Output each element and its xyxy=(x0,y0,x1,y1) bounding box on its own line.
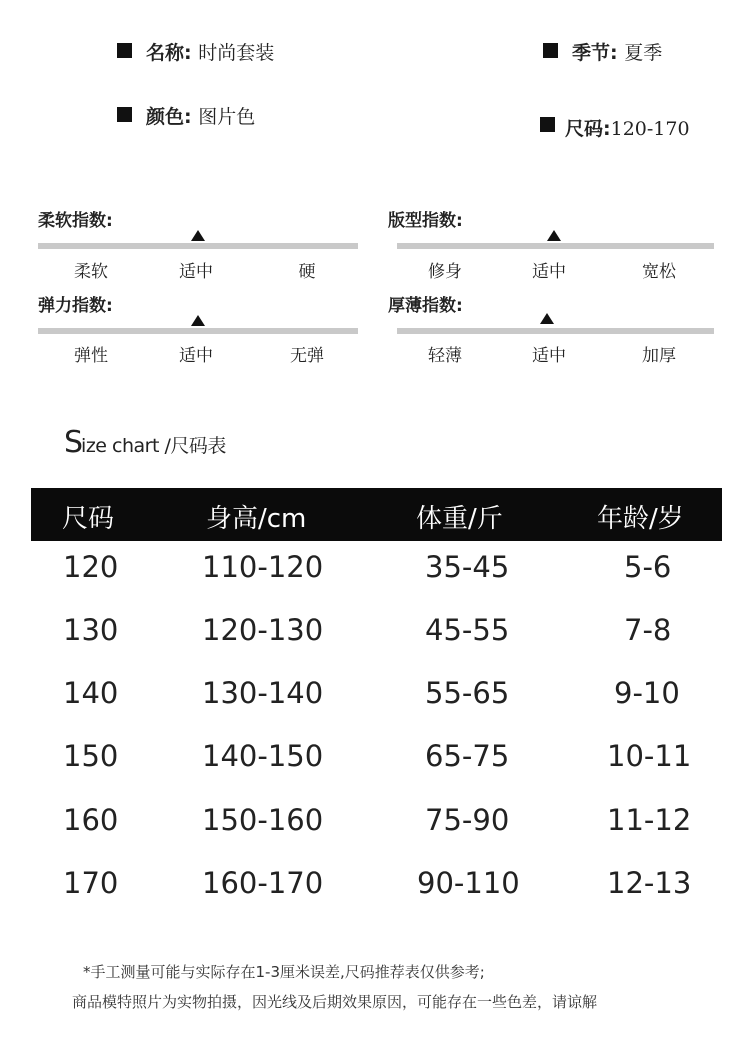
cell-height: 140-150 xyxy=(202,739,324,773)
size-chart-title-initial: S xyxy=(64,425,82,460)
header-weight: 体重/斤 xyxy=(416,504,503,534)
bullet-square-icon xyxy=(117,43,132,58)
cell-size: 130 xyxy=(63,613,119,647)
index-title: 柔软指数: xyxy=(38,211,113,231)
note-color-difference: 商品模特照片为实物拍摄，因光线及后期效果原因，可能存在一些色差，请谅解 xyxy=(72,993,598,1011)
cell-height: 110-120 xyxy=(202,550,324,584)
bullet-square-icon xyxy=(540,117,555,132)
index-bar xyxy=(38,243,358,249)
index-label: 修身 xyxy=(428,262,462,282)
cell-weight: 55-65 xyxy=(425,676,510,710)
index-label: 柔软 xyxy=(74,262,108,282)
info-color-value: 图片色 xyxy=(198,106,256,128)
index-label: 适中 xyxy=(532,346,566,366)
info-size-value: 120-170 xyxy=(610,118,690,140)
index-title: 弹力指数: xyxy=(38,296,113,316)
header-height: 身高/cm xyxy=(206,504,307,534)
info-season xyxy=(572,38,662,65)
cell-age: 7-8 xyxy=(624,613,672,647)
index-label: 轻薄 xyxy=(428,346,462,366)
index-label: 硬 xyxy=(298,262,316,282)
index-title: 版型指数: xyxy=(388,211,463,231)
triangle-marker-icon xyxy=(540,313,554,324)
size-table-header xyxy=(31,488,722,541)
cell-age: 11-12 xyxy=(607,803,692,837)
triangle-marker-icon xyxy=(191,230,205,241)
cell-height: 150-160 xyxy=(202,803,324,837)
bullet-square-icon xyxy=(543,43,558,58)
info-size-label: 尺码: xyxy=(565,118,611,140)
header-size: 尺码 xyxy=(62,504,115,534)
triangle-marker-icon xyxy=(191,315,205,326)
cell-size: 140 xyxy=(63,676,119,710)
index-label: 适中 xyxy=(532,262,566,282)
size-chart-title xyxy=(64,425,226,460)
index-label: 弹性 xyxy=(74,346,108,366)
info-name xyxy=(146,38,274,65)
info-color-label: 颜色: xyxy=(146,106,192,128)
cell-weight: 75-90 xyxy=(425,803,510,837)
index-bar xyxy=(397,328,714,334)
index-label: 加厚 xyxy=(642,346,676,366)
size-chart-title-rest: ize chart /尺码表 xyxy=(81,435,226,457)
cell-weight: 65-75 xyxy=(425,739,510,773)
cell-weight: 90-110 xyxy=(417,866,520,900)
index-label: 宽松 xyxy=(642,262,676,282)
index-bar xyxy=(38,328,358,334)
cell-height: 160-170 xyxy=(202,866,324,900)
info-name-label: 名称: xyxy=(146,42,192,64)
cell-height: 130-140 xyxy=(202,676,324,710)
cell-weight: 45-55 xyxy=(425,613,510,647)
index-label: 无弹 xyxy=(290,346,324,366)
triangle-marker-icon xyxy=(547,230,561,241)
cell-age: 12-13 xyxy=(607,866,692,900)
cell-age: 9-10 xyxy=(614,676,680,710)
cell-height: 120-130 xyxy=(202,613,324,647)
note-measurement: *手工测量可能与实际存在1-3厘米误差,尺码推荐表仅供参考; xyxy=(83,963,485,981)
index-label: 适中 xyxy=(179,262,213,282)
bullet-square-icon xyxy=(117,107,132,122)
cell-size: 150 xyxy=(63,739,119,773)
index-bar xyxy=(397,243,714,249)
cell-age: 10-11 xyxy=(607,739,692,773)
info-color xyxy=(146,102,255,129)
info-name-value: 时尚套装 xyxy=(198,42,275,64)
index-title: 厚薄指数: xyxy=(388,296,463,316)
info-season-label: 季节: xyxy=(572,42,618,64)
cell-size: 160 xyxy=(63,803,119,837)
cell-age: 5-6 xyxy=(624,550,672,584)
cell-size: 170 xyxy=(63,866,119,900)
header-age: 年龄/岁 xyxy=(597,504,684,534)
cell-size: 120 xyxy=(63,550,119,584)
cell-weight: 35-45 xyxy=(425,550,510,584)
info-size xyxy=(565,114,690,141)
info-season-value: 夏季 xyxy=(624,42,663,64)
index-label: 适中 xyxy=(179,346,213,366)
